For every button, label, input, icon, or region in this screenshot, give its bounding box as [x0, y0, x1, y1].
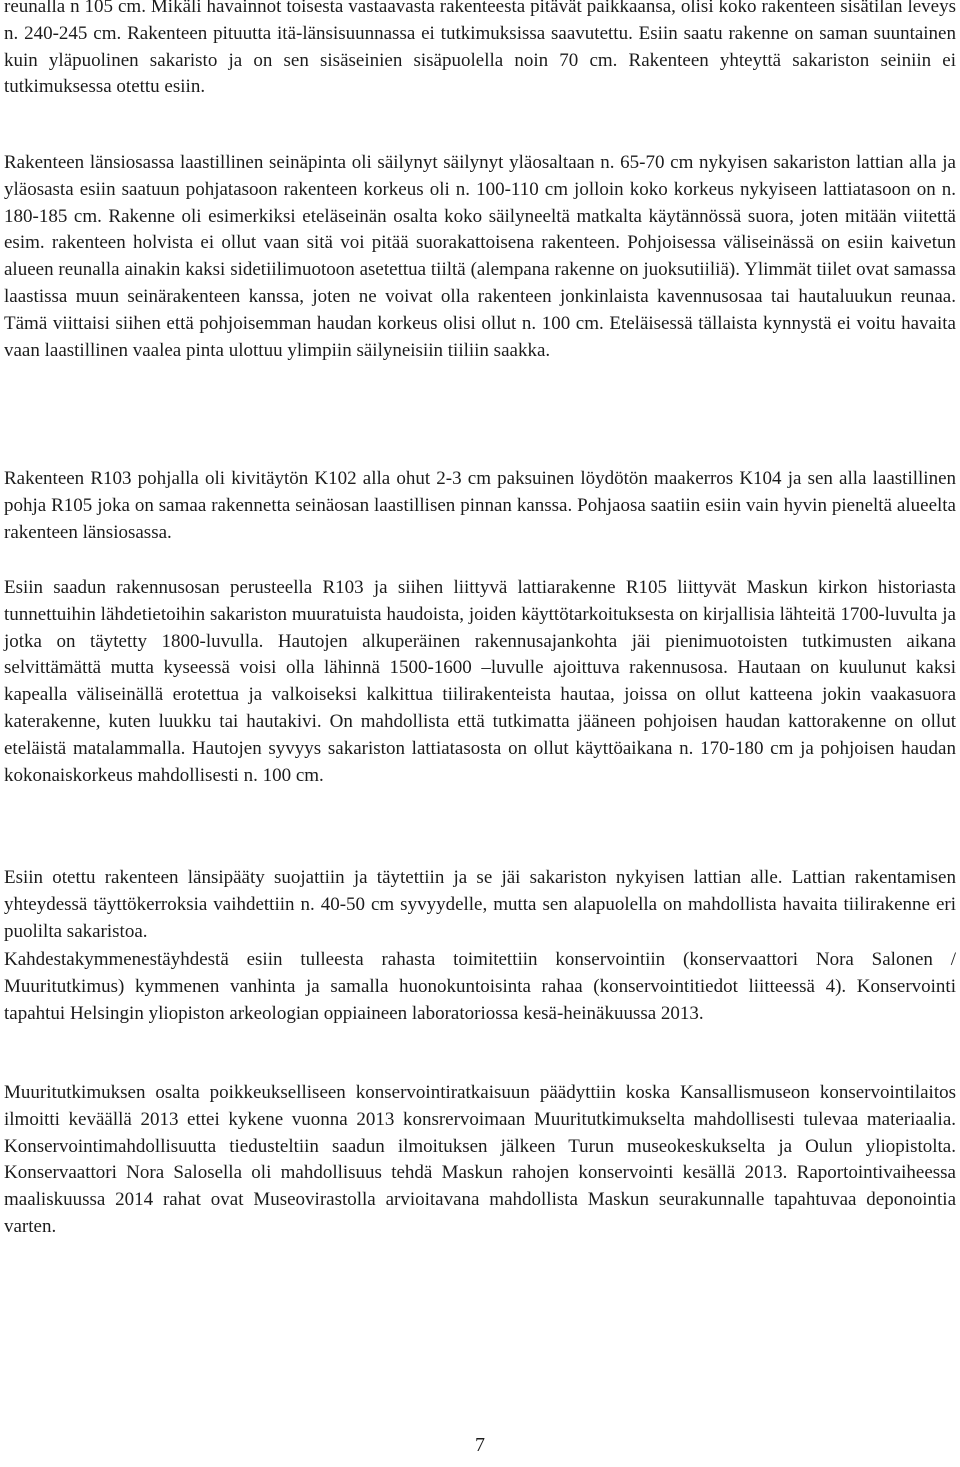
- paragraph-4: Esiin saadun rakennusosan perusteella R103 ja siihen liittyvä lattiarakenne R105 liittyvät Maskun kirkon historiasta tunnettuihin lähdetietoihin sakariston muuratuista haudoista, joiden käyttötarkoituksesta on kirjallisia lähteitä 1700-luvulta ja jotka on täytetty 1800-luvulla. Hautojen alkuperäinen rakennusajankohta jäi pienimuotoisten tutkimusten aikana selvittämättä mutta kyseessä voisi olla lähinnä 1500-1600 –luvulle ajoittuva rakennusosa. Hautaan on kuulunut kaksi kapealla väliseinällä erotettua ja valkoiseksi kalkittua tiilirakenteista hautaa, joissa on ollut katteena jokin vaakasuora katerakenne, kuten luukku tai hautakivi. On mahdollista että tutkimatta jääneen pohjoisen haudan kattorakenne on ollut eteläistä matalammalla. Hautojen syvyys sakariston lattiatasosta on ollut käyttöaikana n. 170-180 cm ja pohjoisen haudan kokonaiskorkeus mahdollisesti n. 100 cm.: [4, 577, 956, 786]
- paragraph-5: Esiin otettu rakenteen länsipääty suojattiin ja täytettiin ja se jäi sakariston nykyisen lattian alle. Lattian rakentamisen yhteydessä täyttökerroksia vaihdettiin n. 40-50 cm syvyydelle, mutta sen alapuolella on mahdollista havaita tiilirakenne eri puolilta sakaristoa.: [4, 867, 956, 942]
- paragraph-1: reunalla n 105 cm. Mikäli havainnot toisesta vastaavasta rakenteesta pitävät paikkaansa, olisi koko rakenteen sisätilan leveys n. 240-245 cm. Rakenteen pituutta itä-länsisuunnassa ei tutkimuksissa saavutettu. Esiin saatu rakenne on saman suuntainen kuin yläpuolinen sakaristo ja on sen sisäseinien sisäpuolella noin 70 cm. Rakenteen yhteyttä sakariston seiniin ei tutkimuksessa otettu esiin.: [4, 0, 956, 98]
- paragraph-6: Kahdestakymmenestäyhdestä esiin tulleesta rahasta toimitettiin konservointiin (konservaattori Nora Salonen / Muuritutkimus) kymmenen vanhinta ja samalla huonokuntoisinta rahaa (konservointitiedot liitteessä 4). Konservointi tapahtui Helsingin yliopiston arkeologian oppiaineen laboratoriossa kesä-heinäkuussa 2013.: [4, 949, 956, 1024]
- page-number: 7: [475, 1434, 485, 1456]
- paragraph-2: Rakenteen länsiosassa laastillinen seinäpinta oli säilynyt säilynyt yläosaltaan n. 65-70 cm nykyisen sakariston lattian alla ja yläosasta esiin saatuun pohjatasoon rakenteen korkeus oli n. 100-110 cm jolloin koko korkeus nykyiseen lattiatasoon on n. 180-185 cm. Rakenne oli esimerkiksi eteläseinän osalta koko säilyneeltä matkalta käytännössä suora, joten mitään viitettä esim. rakenteen holvista ei ollut vaan sitä voi pitää suorakattoisena rakenteen. Pohjoisessa väliseinässä on esiin kaivetun alueen reunalla ainakin kaksi sidetiilimuotoon asetettua tiiltä (alempana rakenne on juoksutiiliä). Ylimmät tiilet ovat samassa laastissa muun seinärakenteen kanssa, joten ne voivat olla rakenteen jonkinlaista kavennusosaa tai hautaluukun reunaa. Tämä viittaisi siihen että pohjoisemman haudan korkeus olisi ollut n. 100 cm. Eteläisessä tällaista kynnystä ei voitu havaita vaan laastillinen vaalea pinta ulottuu ylimpiin säilyneisiin tiiliin saakka.: [4, 152, 956, 361]
- paragraph-7: Muuritutkimuksen osalta poikkeukselliseen konservointiratkaisuun päädyttiin koska Kansallismuseon konservointilaitos ilmoitti keväällä 2013 ettei kykene vuonna 2013 konsrervoimaan Muuritutkimukselta mahdollisesti tulevaa materiaalia. Konservointimahdollisuutta tiedusteltiin saadun ilmoituksen jälkeen Turun museokeskukselta ja Oulun yliopistolta. Konservaattori Nora Salosella oli mahdollisuus tehdä Maskun rahojen konservointi kesällä 2013. Raportointivaiheessa maaliskuussa 2014 rahat ovat Museovirastolla arvioitavana mahdollista Maskun seurakunnalle tapahtuvaa deponointia varten.: [4, 1082, 956, 1237]
- paragraph-3: Rakenteen R103 pohjalla oli kivitäytön K102 alla ohut 2-3 cm paksuinen löydötön maakerros K104 ja sen alla laastillinen pohja R105 joka on samaa rakennetta seinäosan laastillisen pinnan kanssa. Pohjaosa saatiin esiin vain hyvin pieneltä alueelta rakenteen länsiosassa.: [4, 468, 956, 543]
